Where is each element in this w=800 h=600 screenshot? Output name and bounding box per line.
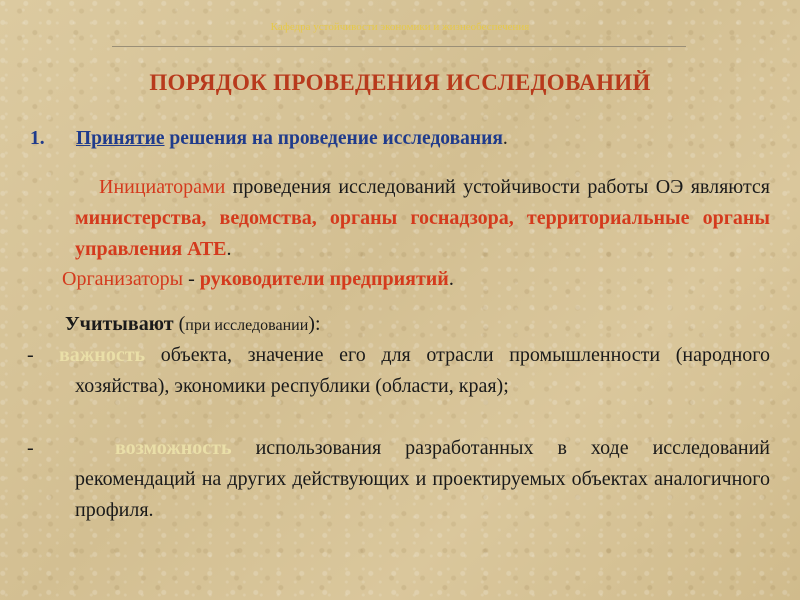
initiators-list: министерства, ведомства, органы госнадзора, территориальные органы управления АТЕ: [75, 207, 770, 260]
considered-open-paren: (: [173, 313, 186, 335]
bullet-dash: -: [27, 437, 34, 459]
initiators-period: .: [226, 238, 232, 260]
numbered-item-1: [30, 128, 770, 150]
bullet-text: использования разработанных в ходе исследований рекомендаций на других действующих и проектируемых объектах аналогичного профиля.: [75, 437, 770, 521]
considered-close: ):: [308, 313, 321, 335]
slide-title: ПОРЯДОК ПРОВЕДЕНИЯ ИССЛЕДОВАНИЙ: [149, 70, 651, 95]
header-divider: [112, 46, 686, 47]
initiators-paragraph: [75, 172, 770, 265]
organizers-label: Организаторы: [62, 268, 184, 290]
considered-note: при исследовании: [185, 317, 309, 334]
bullet-importance: [27, 340, 770, 402]
department-header: Кафедра устойчивости экономики и жизнеобеспечения: [270, 21, 530, 33]
bullet-highlight: важность: [59, 344, 146, 366]
initiators-text: проведения исследований устойчивости работы ОЭ являются: [225, 176, 770, 198]
organizers-period: .: [448, 268, 454, 290]
considered-label: Учитывают: [65, 313, 174, 335]
initiators-label: Инициаторами: [99, 176, 226, 198]
bullet-dash: -: [27, 344, 34, 366]
item-number: 1.: [30, 128, 45, 149]
bullet-text: объекта, значение его для отрасли промышленности (народного хозяйства), экономики республики (области, края);: [75, 344, 770, 397]
bullet-possibility: [27, 433, 770, 526]
item-underlined-word: Принятие: [76, 128, 165, 149]
item-text: решения на проведение исследования: [164, 128, 503, 149]
bullet-highlight: возможность: [115, 437, 232, 459]
organizers-paragraph: [62, 264, 762, 295]
considered-heading: [65, 309, 765, 341]
item-period: .: [502, 128, 508, 149]
organizers-value: руководители предприятий: [199, 268, 449, 290]
organizers-dash: -: [183, 268, 200, 290]
